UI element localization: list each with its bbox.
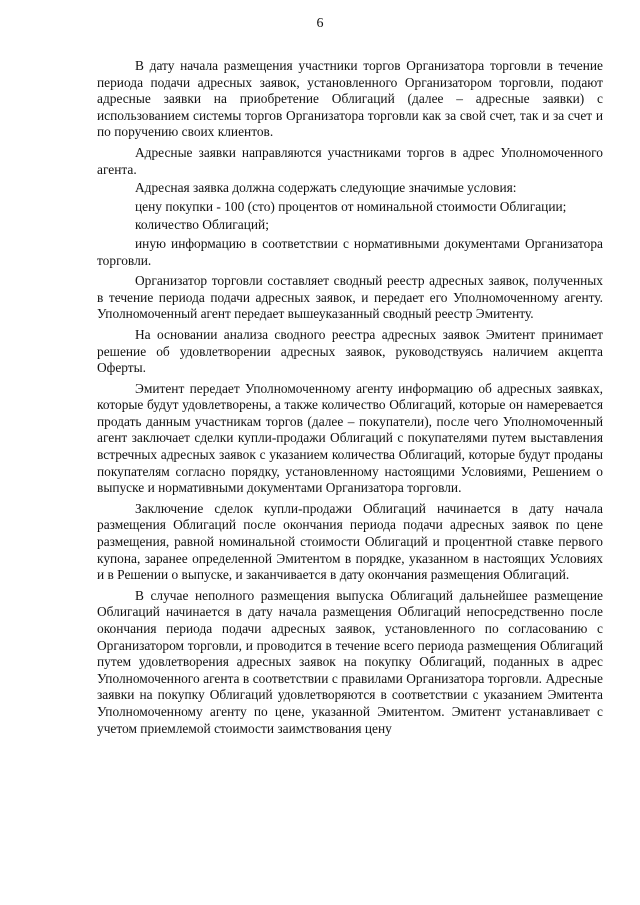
paragraph: иную информацию в соответствии с нормативными документами Организатора торговли. xyxy=(97,235,603,268)
paragraph: цену покупки - 100 (сто) процентов от номинальной стоимости Облигации; xyxy=(135,198,567,214)
page-number: 6 xyxy=(316,16,324,31)
paragraph: На основании анализа сводного реестра адресных заявок Эмитент принимает решение об удовлетворении адресных заявок, руководствуясь наличием акцепта Оферты. xyxy=(97,326,603,376)
paragraph: количество Облигаций; xyxy=(135,217,269,233)
paragraph: Организатор торговли составляет сводный реестр адресных заявок, полученных в течение периода подачи адресных заявок, и передает его Уполномоченному агенту. Уполномоченный агент передает вышеуказанный сводный реестр Эмитенту. xyxy=(97,273,603,322)
paragraph: В дату начала размещения участники торгов Организатора торговли в течение периода подачи адресных заявок, установленного Организатором торговли, подают адресные заявки на приобретение Облигаций (далее – адресные заявки) с использованием системы торгов Организатора торговли как за свой счет, так и за счет и по поручению своих клиентов. xyxy=(97,58,603,140)
body-text xyxy=(97,58,603,741)
paragraph: Эмитент передает Уполномоченному агенту информацию об адресных заявках, которые будут удовлетворены, а также количество Облигаций, которые он намеревается продать данным участникам торгов (далее – покупатели), после чего Уполномоченный агент заключает сделки купли-продажи Облигаций с покупателями путем выставления встречных адресных заявок с указанием количества Облигаций, которые будут проданы покупателям согласно порядку, установленному настоящими Условиями, Решением о выпуске и нормативными документами Организатора торговли. xyxy=(97,380,603,496)
paragraph: В случае неполного размещения выпуска Облигаций дальнейшее размещение Облигаций начинается в дату начала размещения Облигаций непосредственно после окончания периода подачи адресных заявок, установленного по согласованию с Организатором торговли, и проводится в течение всего периода размещения Облигаций путем удовлетворения адресных заявок на покупку Облигаций, поданных в адрес Уполномоченного агента в соответствии с правилами Организатора торговли. Адресные заявки на покупку Облигаций удовлетворяются в соответствии с указанием Эмитента Уполномоченному агенту по цене, указанной Эмитентом. Эмитент устанавливает с учетом приемлемой стоимости заимствования цену xyxy=(97,587,603,736)
paragraph: Адресная заявка должна содержать следующие значимые условия: xyxy=(135,180,517,196)
paragraph: Заключение сделок купли-продажи Облигаций начинается в дату начала размещения Облигаций после окончания периода подачи адресных заявок по цене размещения, равной номинальной стоимости Облигаций и процентной ставке первого купона, заранее определенной Эмитентом в порядке, указанном в настоящих Условиях и в Решении о выпуске, и заканчивается в дату окончания размещения Облигаций. xyxy=(97,500,603,583)
paragraph: Адресные заявки направляются участниками торгов в адрес Уполномоченного агента. xyxy=(97,144,603,177)
